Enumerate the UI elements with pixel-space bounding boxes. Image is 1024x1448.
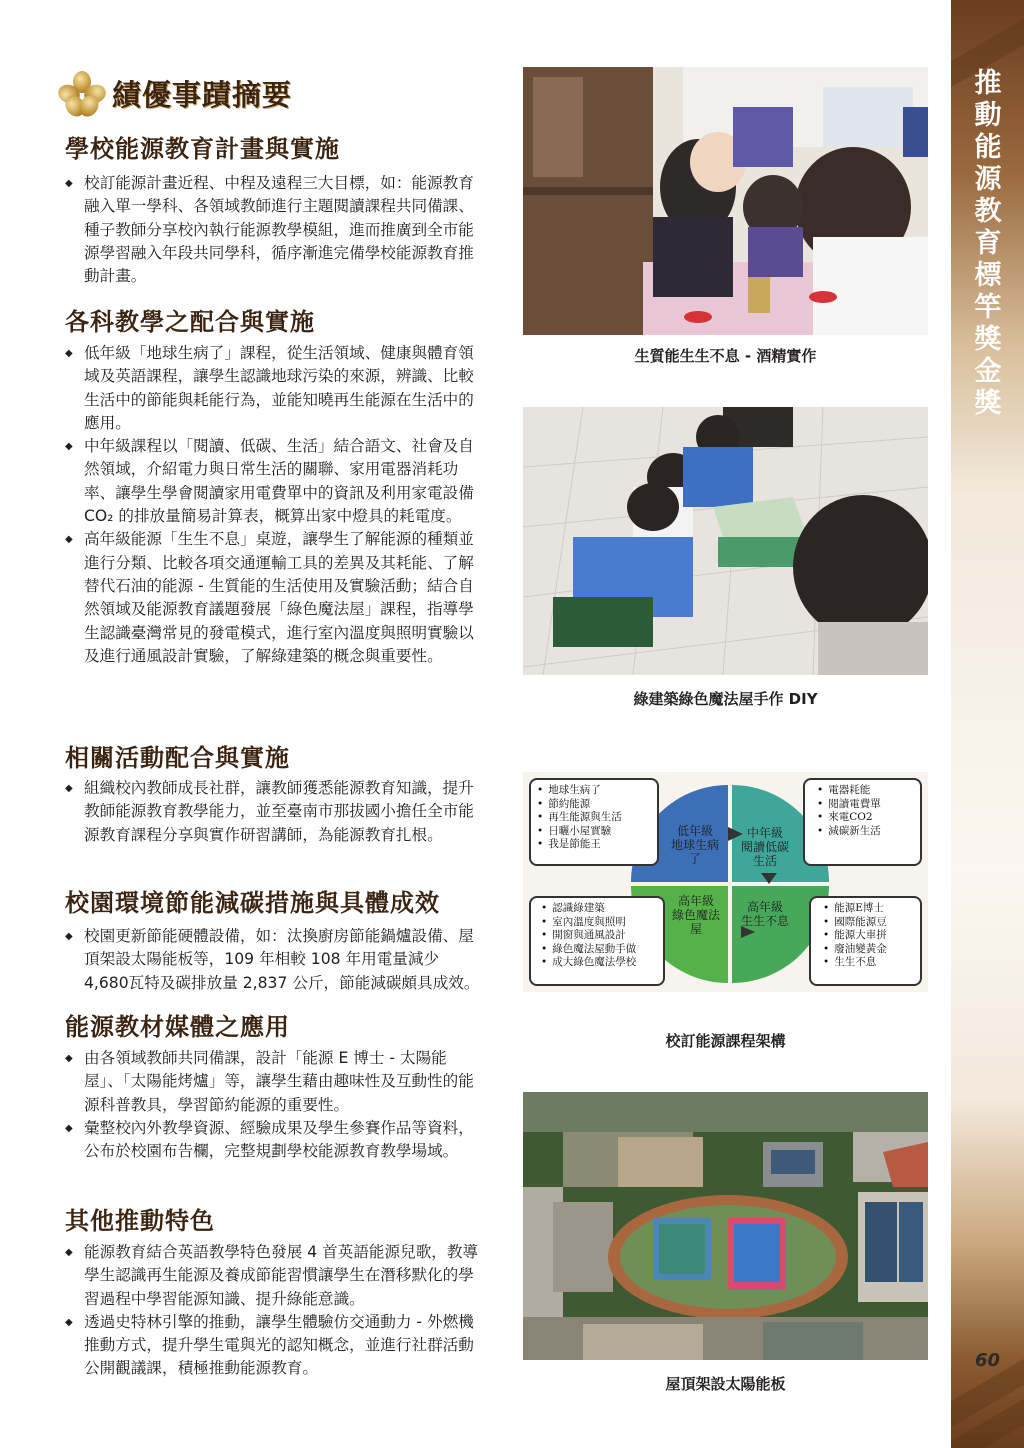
summary-header — [60, 68, 292, 118]
bullet-list — [65, 172, 485, 288]
quadrant-mid-label: 中年級 閱讀低碳 生活 — [740, 826, 789, 868]
diagram-item: • 認識綠建築 — [541, 902, 657, 916]
diagram-item: • 室內溫度與照明 — [541, 916, 657, 930]
diagram-item: • 能源E博士 — [823, 902, 914, 916]
photo-green-house-diy — [523, 407, 928, 675]
bullet-list — [65, 342, 485, 668]
section-title: 校園環境節能減碳措施與具體成效 — [65, 889, 440, 917]
diagram-item: • 綠色魔法屋動手做 — [541, 943, 657, 957]
photo-rooftop-solar — [523, 1092, 928, 1360]
diagram-item: • 生生不息 — [823, 956, 914, 970]
bullet-item: ◆ 低年級「地球生病了」課程，從生活領域、健康與體育領域及英語課程，讓學生認識地球污染的來源，辨識、比較生活中的節能與耗能行為，並能知曉再生能源在生活中的應用。 — [65, 342, 485, 435]
bullet-item: ◆ 高年級能源「生生不息」桌遊，讓學生了解能源的種類並進行分類、比較各項交通運輸工具的差異及其耗能、了解替代石油的能源 - 生質能的生活使用及實驗活動；結合自然領域及能源教育議題發展「綠色魔法屋」課程，指導學生認識臺灣常見的發電模式，進行室內溫度與照明實驗以及進行通風設計實驗，了解綠建築的概念與重要性。 — [65, 528, 485, 668]
diagram-item: • 減碳新生活 — [817, 825, 914, 839]
quadrant-high-a-label: 高年級 綠色魔法屋 — [671, 894, 720, 936]
photo-alcohol-experiment — [523, 67, 928, 335]
bullet-list — [65, 925, 485, 995]
bullet-list — [65, 777, 485, 847]
high-grade-box-b — [809, 896, 922, 986]
diagram-item: • 我是節能王 — [537, 838, 651, 852]
diagram-item: • 閱讀電費單 — [817, 798, 914, 812]
quadrant-low-label: 低年級 地球生病了 — [670, 824, 719, 866]
diagram-caption: 校訂能源課程架構 — [665, 1032, 786, 1050]
flower-icon — [60, 71, 104, 115]
quadrant-high-b-label: 高年級 生生不息 — [740, 900, 789, 928]
diagram-item: • 再生能源與生活 — [537, 811, 651, 825]
summary-title: 績優事蹟摘要 — [112, 77, 293, 112]
bullet-item: ◆ 校園更新節能硬體設備，如：汰換廚房節能鍋爐設備、屋頂架設太陽能板等，109 年相較 108 年用電量減少 4,680瓦特及碳排放量 2,837 公斤，節能減碳頗具成效。 — [65, 925, 485, 995]
side-title: 推動能源教育標竿獎 金獎 — [974, 68, 1002, 419]
bullet-list — [65, 1241, 485, 1381]
photo-caption: 屋頂架設太陽能板 — [665, 1375, 786, 1393]
high-grade-box-a — [529, 896, 665, 986]
diagram-item: • 電器耗能 — [817, 784, 914, 798]
section-title: 能源教材媒體之應用 — [65, 1013, 290, 1041]
bullet-item: ◆ 彙整校內外教學資源、經驗成果及學生參賽作品等資料，公布於校園布告欄，完整規劃學校能源教育教學場域。 — [65, 1117, 485, 1164]
bullet-item: ◆ 能源教育結合英語教學特色發展 4 首英語能源兒歌，教導學生認識再生能源及養成節能習慣讓學生在潛移默化的學習過程中學習能源知識、提升綠能意識。 — [65, 1241, 485, 1311]
bullet-item: ◆ 中年級課程以「閱讀、低碳、生活」結合語文、社會及自然領域，介紹電力與日常生活的關聯、家用電器消耗功率、讓學生學會閱讀家用電費單中的資訊及利用家電設備 CO₂ 的排放量簡易計算表，概算出家中燈具的耗電度。 — [65, 435, 485, 528]
section-title: 其他推動特色 — [65, 1207, 215, 1235]
page-number: 60 — [974, 1350, 1001, 1371]
section-title: 各科教學之配合與實施 — [65, 308, 315, 336]
low-grade-box — [529, 778, 659, 866]
diagram-item: • 節約能源 — [537, 798, 651, 812]
bullet-item: ◆ 透過史特林引擎的推動，讓學生體驗仿交通動力 - 外燃機推動方式，提升學生電與光的認知概念，並進行社群活動公開觀議課，積極推動能源教育。 — [65, 1311, 485, 1381]
diagram-item: • 來電CO2 — [817, 811, 914, 825]
curriculum-diagram — [523, 772, 928, 992]
diagram-item: • 地球生病了 — [537, 784, 651, 798]
bullet-list — [65, 1047, 485, 1163]
diagram-item: • 廢油變黃金 — [823, 943, 914, 957]
mid-grade-box — [803, 778, 922, 866]
bullet-item: ◆ 由各領域教師共同備課，設計「能源 E 博士 - 太陽能屋」、「太陽能烤爐」等，讓學生藉由趣味性及互動性的能源科普教具，學習節約能源的重要性。 — [65, 1047, 485, 1117]
photo-caption: 綠建築綠色魔法屋手作 DIY — [633, 690, 818, 708]
section-title: 學校能源教育計畫與實施 — [65, 135, 340, 163]
diagram-item: • 能源大車拼 — [823, 929, 914, 943]
section-title: 相關活動配合與實施 — [65, 744, 290, 772]
photo-caption: 生質能生生不息 - 酒精實作 — [634, 347, 817, 365]
diagram-item: • 成大綠色魔法學校 — [541, 956, 657, 970]
diagram-item: • 日曬小屋實驗 — [537, 825, 651, 839]
bullet-item: ◆ 校訂能源計畫近程、中程及遠程三大目標，如：能源教育融入單一學科、各領域教師進行主題閱讀課程共同備課、種子教師分享校內執行能源教學模組，進而推廣到全市能源學習融入年段共同學科，循序漸進完備學校能源教育推動計畫。 — [65, 172, 485, 288]
diagram-item: • 國際能源豆 — [823, 916, 914, 930]
bullet-item: ◆ 組織校內教師成長社群，讓教師獲悉能源教育知識，提升教師能源教育教學能力，並至臺南市那拔國小擔任全市能源教育課程分享與實作研習講師，為能源教育扎根。 — [65, 777, 485, 847]
diagram-item: • 開窗與通風設計 — [541, 929, 657, 943]
